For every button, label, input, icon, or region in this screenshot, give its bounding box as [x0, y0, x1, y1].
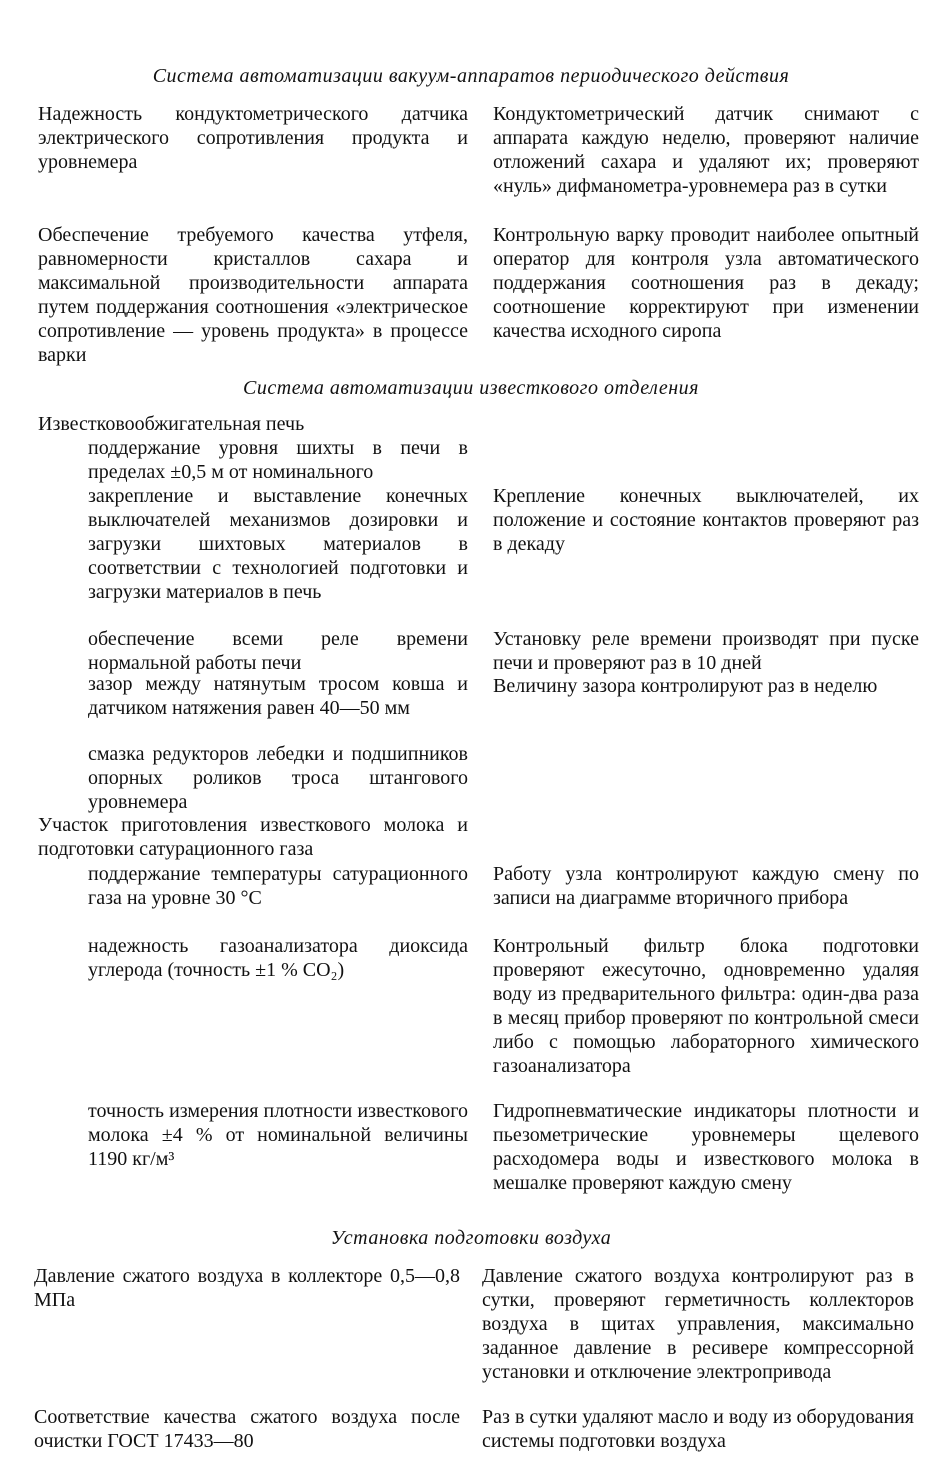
s2-item2-right: Крепление конечных выключателей, их положение и состояние контактов проверяют раз в декаду	[493, 485, 919, 555]
s2-item1-left: поддержание уровня шихты в печи в пределах ±0,5 м от номинального	[88, 437, 468, 483]
s2-item3-right: Установку реле времени производят при пуске печи и проверяют раз в 10 дней	[493, 628, 919, 674]
s2-j1-right: Работу узла контролируют каждую смену по записи на диаграмме вторичного прибора	[493, 863, 919, 909]
s2-j2-left: надежность газоанализатора диоксида углерода (точность ±1 % CO₂)	[88, 935, 468, 981]
s2-item4-left: зазор между натянутым тросом ковша и датчиком натяжения равен 40—50 мм	[88, 673, 468, 719]
s2-item5-left: смазка редукторов лебедки и подшипников опорных роликов троса штангового уровнемера	[88, 743, 468, 813]
s1-row2-right: Контрольную варку проводит наиболее опытный оператор для контроля узла автоматического поддержания соотношения раз в декаду; соотношение корректируют при изменении качества исходного сиропа	[493, 224, 919, 342]
s2-j3-left: точность измерения плотности известкового молока ±4 % от номинальной величины 1190 кг/м³	[88, 1100, 468, 1170]
s1-row1-left: Надежность кондуктометрического датчика электрического сопротивления продукта и уровнемера	[38, 103, 468, 173]
section-title-lime: Система автоматизации известкового отделения	[243, 377, 699, 399]
s3-row1-right: Давление сжатого воздуха контролируют раз в сутки, проверяют герметичность коллекторов воздуха в щитах управления, максимально заданное давление в ресивере компрессорной установки и отключение электропривода	[482, 1265, 914, 1383]
s1-row2-left: Обеспечение требуемого качества утфеля, равномерности кристаллов сахара и максимальной производительности аппарата путем поддержания соотношения «электрическое сопротивление — уровень продукта» в процессе варки	[38, 224, 468, 366]
s2-item4-right: Величину зазора контролируют раз в неделю	[493, 675, 878, 697]
s2-heading-milk: Участок приготовления известкового молока и подготовки сатурационного газа	[38, 814, 468, 860]
s3-row2-right: Раз в сутки удаляют масло и воду из оборудования системы подготовки воздуха	[482, 1406, 914, 1452]
s2-j1-left: поддержание температуры сатурационного газа на уровне 30 °С	[88, 863, 468, 909]
s2-item2-left: закрепление и выставление конечных выключателей механизмов дозировки и загрузки шихтовых материалов в соответствии с технологией подготовки и загрузки материалов в печь	[88, 485, 468, 603]
s2-j2-right: Контрольный фильтр блока подготовки проверяют ежесуточно, одновременно удаляя воду из предварительного фильтра: один-два раза в месяц прибор проверяют по контрольной смеси либо с помощью лабораторного химического газоанализатора	[493, 935, 919, 1077]
s2-j3-right: Гидропневматические индикаторы плотности и пьезометрические уровнемеры щелевого расходомера воды и известкового молока в мешалке проверяют каждую смену	[493, 1100, 919, 1194]
s2-heading-kiln: Известковообжигательная печь	[38, 413, 305, 435]
s3-row2-left: Соответствие качества сжатого воздуха после очистки ГОСТ 17433—80	[34, 1406, 460, 1452]
s3-row1-left: Давление сжатого воздуха в коллекторе 0,5—0,8 МПа	[34, 1265, 460, 1311]
section-title-air: Установка подготовки воздуха	[330, 1227, 612, 1249]
s1-row1-right: Кондуктометрический датчик снимают с аппарата каждую неделю, проверяют наличие отложений сахара и удаляют их; проверяют «нуль» дифманометра-уровнемера раз в сутки	[493, 103, 919, 197]
s2-item3-left: обеспечение всеми реле времени нормальной работы печи	[88, 628, 468, 674]
section-title-vacuum: Система автоматизации вакуум-аппаратов периодического действия	[152, 65, 790, 87]
